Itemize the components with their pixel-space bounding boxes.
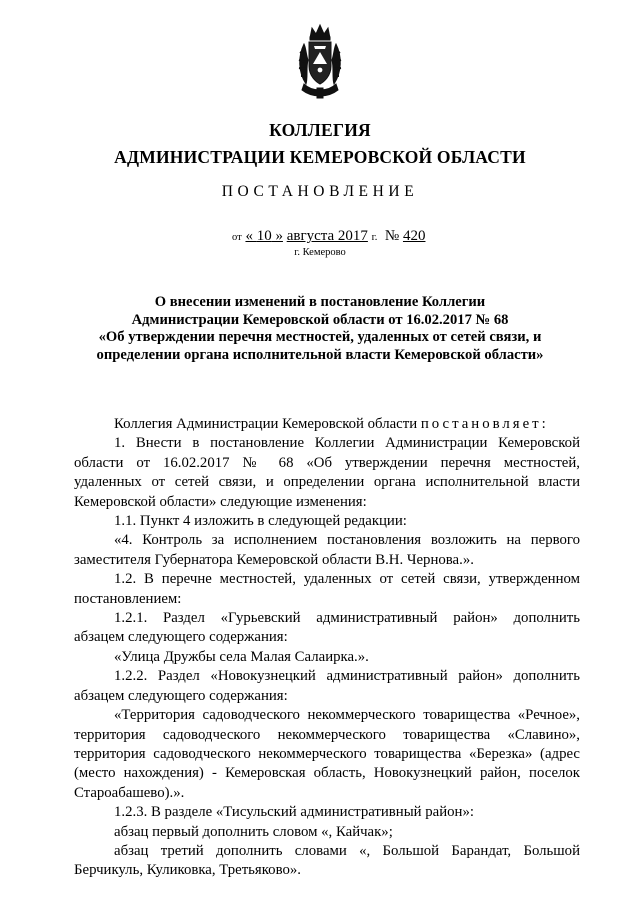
body-line: абзацем следующего содержания: (74, 687, 288, 704)
body-line: 1.2. В перечне местностей, удаленных от сетей связи, утвержденном (114, 571, 580, 588)
body-line: абзац третий дополнить словами «, Большой Барандат, Большой (114, 842, 580, 859)
date-line (232, 228, 425, 245)
title-line: Администрации Кемеровской области от 16.02.2017 № 68 (131, 311, 509, 328)
number-sign: № (384, 228, 400, 244)
date-year-suffix: г. (371, 232, 378, 243)
body-line: территория садоводческого некоммерческого товарищества «Славино», (74, 726, 580, 743)
body-line: Кемеровской области» следующие изменения: (74, 493, 367, 510)
org-name-line-2: АДМИНИСТРАЦИИ КЕМЕРОВСКОЙ ОБЛАСТИ (114, 147, 526, 167)
body-line: 1.2.2. Раздел «Новокузнецкий административный район» дополнить (114, 668, 580, 685)
body-line: 1.2.1. Раздел «Гурьевский административный район» дополнить (114, 610, 580, 627)
date-day-value: 10 (256, 228, 272, 244)
date-month-year: августа 2017 (286, 228, 368, 244)
title-line: «Об утверждении перечня местностей, удаленных от сетей связи, и (98, 329, 542, 346)
body-line: Староабашево).». (74, 784, 185, 801)
body-text: Коллегия Администрации Кемеровской области (114, 416, 418, 432)
body-line: Берчикуль, Куликовка, Третьяково». (74, 862, 301, 879)
date-prefix: от (232, 232, 242, 243)
date-day: « 10 » (245, 228, 283, 244)
org-name-line-1: КОЛЛЕГИЯ (269, 120, 371, 140)
body-line: 1.2.3. В разделе «Тисульский административный район»: (114, 804, 474, 821)
resolution-word: постановляет: (420, 416, 549, 432)
body-line: абзацем следующего содержания: (74, 629, 288, 646)
body-line: заместителя Губернатора Кемеровской области В.Н. Чернова.». (74, 551, 474, 568)
title-line: определении органа исполнительной власти Кемеровской области» (96, 346, 544, 363)
body-line (74, 415, 580, 434)
document-type: ПОСТАНОВЛЕНИЕ (221, 183, 419, 200)
document-body (74, 415, 580, 881)
body-line: «Территория садоводческого некоммерческого товарищества «Речное», (114, 707, 580, 724)
coat-of-arms-emblem (296, 22, 344, 100)
body-line: «4. Контроль за исполнением постановления возложить на первого (114, 532, 580, 549)
body-line: удаленных от сетей связи, и определении органа исполнительной власти (74, 474, 580, 491)
body-line: (место нахождения) - Кемеровская область, Новокузнецкий район, поселок (74, 765, 580, 782)
body-line: территория садоводческого некоммерческого товарищества «Березка» (адрес (74, 745, 580, 762)
body-line: «Улица Дружбы села Малая Салаирка.». (114, 648, 369, 665)
body-line: 1. Внести в постановление Коллегии Администрации Кемеровской (114, 435, 580, 452)
document-title (80, 294, 560, 364)
title-line: О внесении изменений в постановление Коллегии (154, 294, 486, 310)
document-number: 420 (402, 228, 426, 244)
city: г. Кемерово (294, 247, 346, 258)
body-line: абзац первый дополнить словом «, Кайчак»; (114, 823, 393, 840)
body-line: области от 16.02.2017 № 68 «Об утверждении перечня местностей, (74, 454, 580, 471)
body-line: постановлением: (74, 590, 182, 607)
body-line: 1.1. Пункт 4 изложить в следующей редакции: (114, 513, 407, 530)
